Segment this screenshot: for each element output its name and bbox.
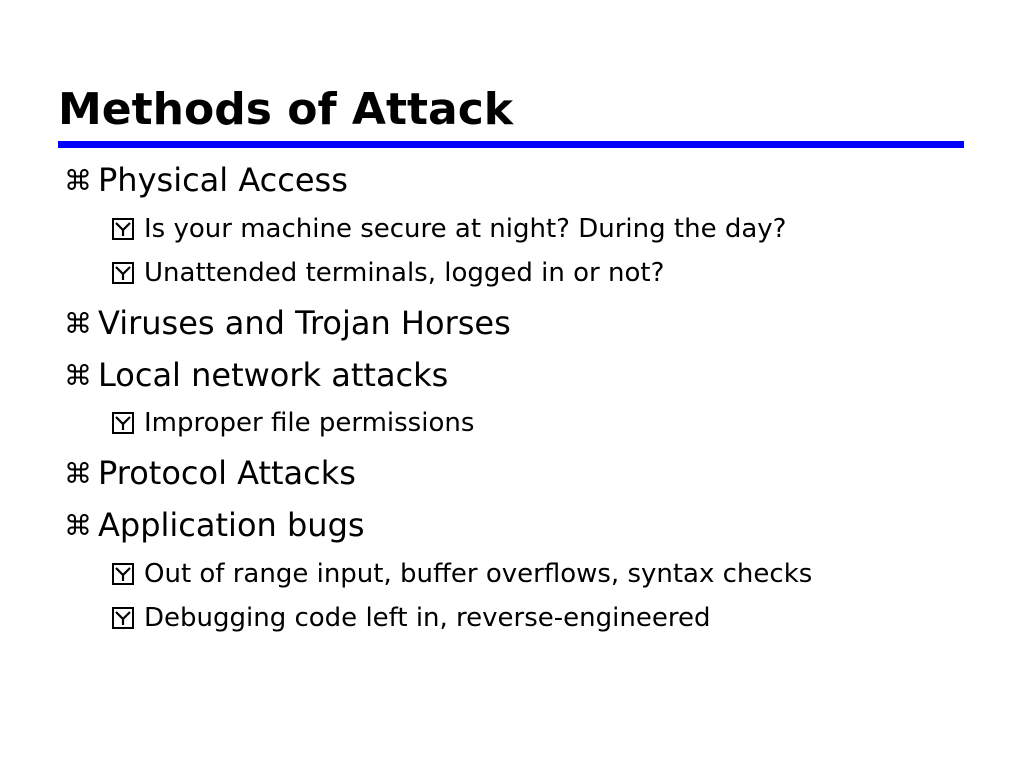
bullet-text: Protocol Attacks (98, 454, 356, 492)
checked-box-icon (112, 262, 134, 284)
command-key-icon: ⌘ (64, 163, 92, 197)
sub-bullet-text: Out of range input, buffer overflows, syntax checks (144, 559, 813, 589)
bullet-item-local-network (64, 355, 448, 395)
title-underline (58, 141, 964, 148)
checked-box-icon (112, 563, 134, 585)
bullet-text: Viruses and Trojan Horses (98, 304, 511, 342)
sub-bullet-text: Is your machine secure at night? During the day? (144, 214, 787, 244)
bullet-text: Application bugs (98, 506, 365, 544)
slide-title: Methods of Attack (58, 84, 514, 135)
bullet-item-physical-access (64, 160, 348, 200)
bullet-item-protocol-attacks (64, 453, 356, 493)
sub-bullet-machine-secure (112, 212, 786, 246)
bullet-item-viruses (64, 303, 511, 343)
bullet-text: Local network attacks (98, 356, 449, 394)
bullet-text: Physical Access (98, 161, 348, 199)
sub-bullet-debugging-code (112, 601, 710, 635)
command-key-icon: ⌘ (64, 456, 92, 490)
sub-bullet-unattended-terminals (112, 256, 664, 290)
checked-box-icon (112, 218, 134, 240)
command-key-icon: ⌘ (64, 508, 92, 542)
sub-bullet-text: Debugging code left in, reverse-engineered (144, 603, 711, 633)
sub-bullet-text: Unattended terminals, logged in or not? (144, 258, 665, 288)
checked-box-icon (112, 412, 134, 434)
checked-box-icon (112, 607, 134, 629)
sub-bullet-file-permissions (112, 406, 474, 440)
command-key-icon: ⌘ (64, 306, 92, 340)
command-key-icon: ⌘ (64, 358, 92, 392)
bullet-item-application-bugs (64, 505, 365, 545)
sub-bullet-text: Improper file permissions (144, 408, 475, 438)
sub-bullet-out-of-range (112, 557, 812, 591)
